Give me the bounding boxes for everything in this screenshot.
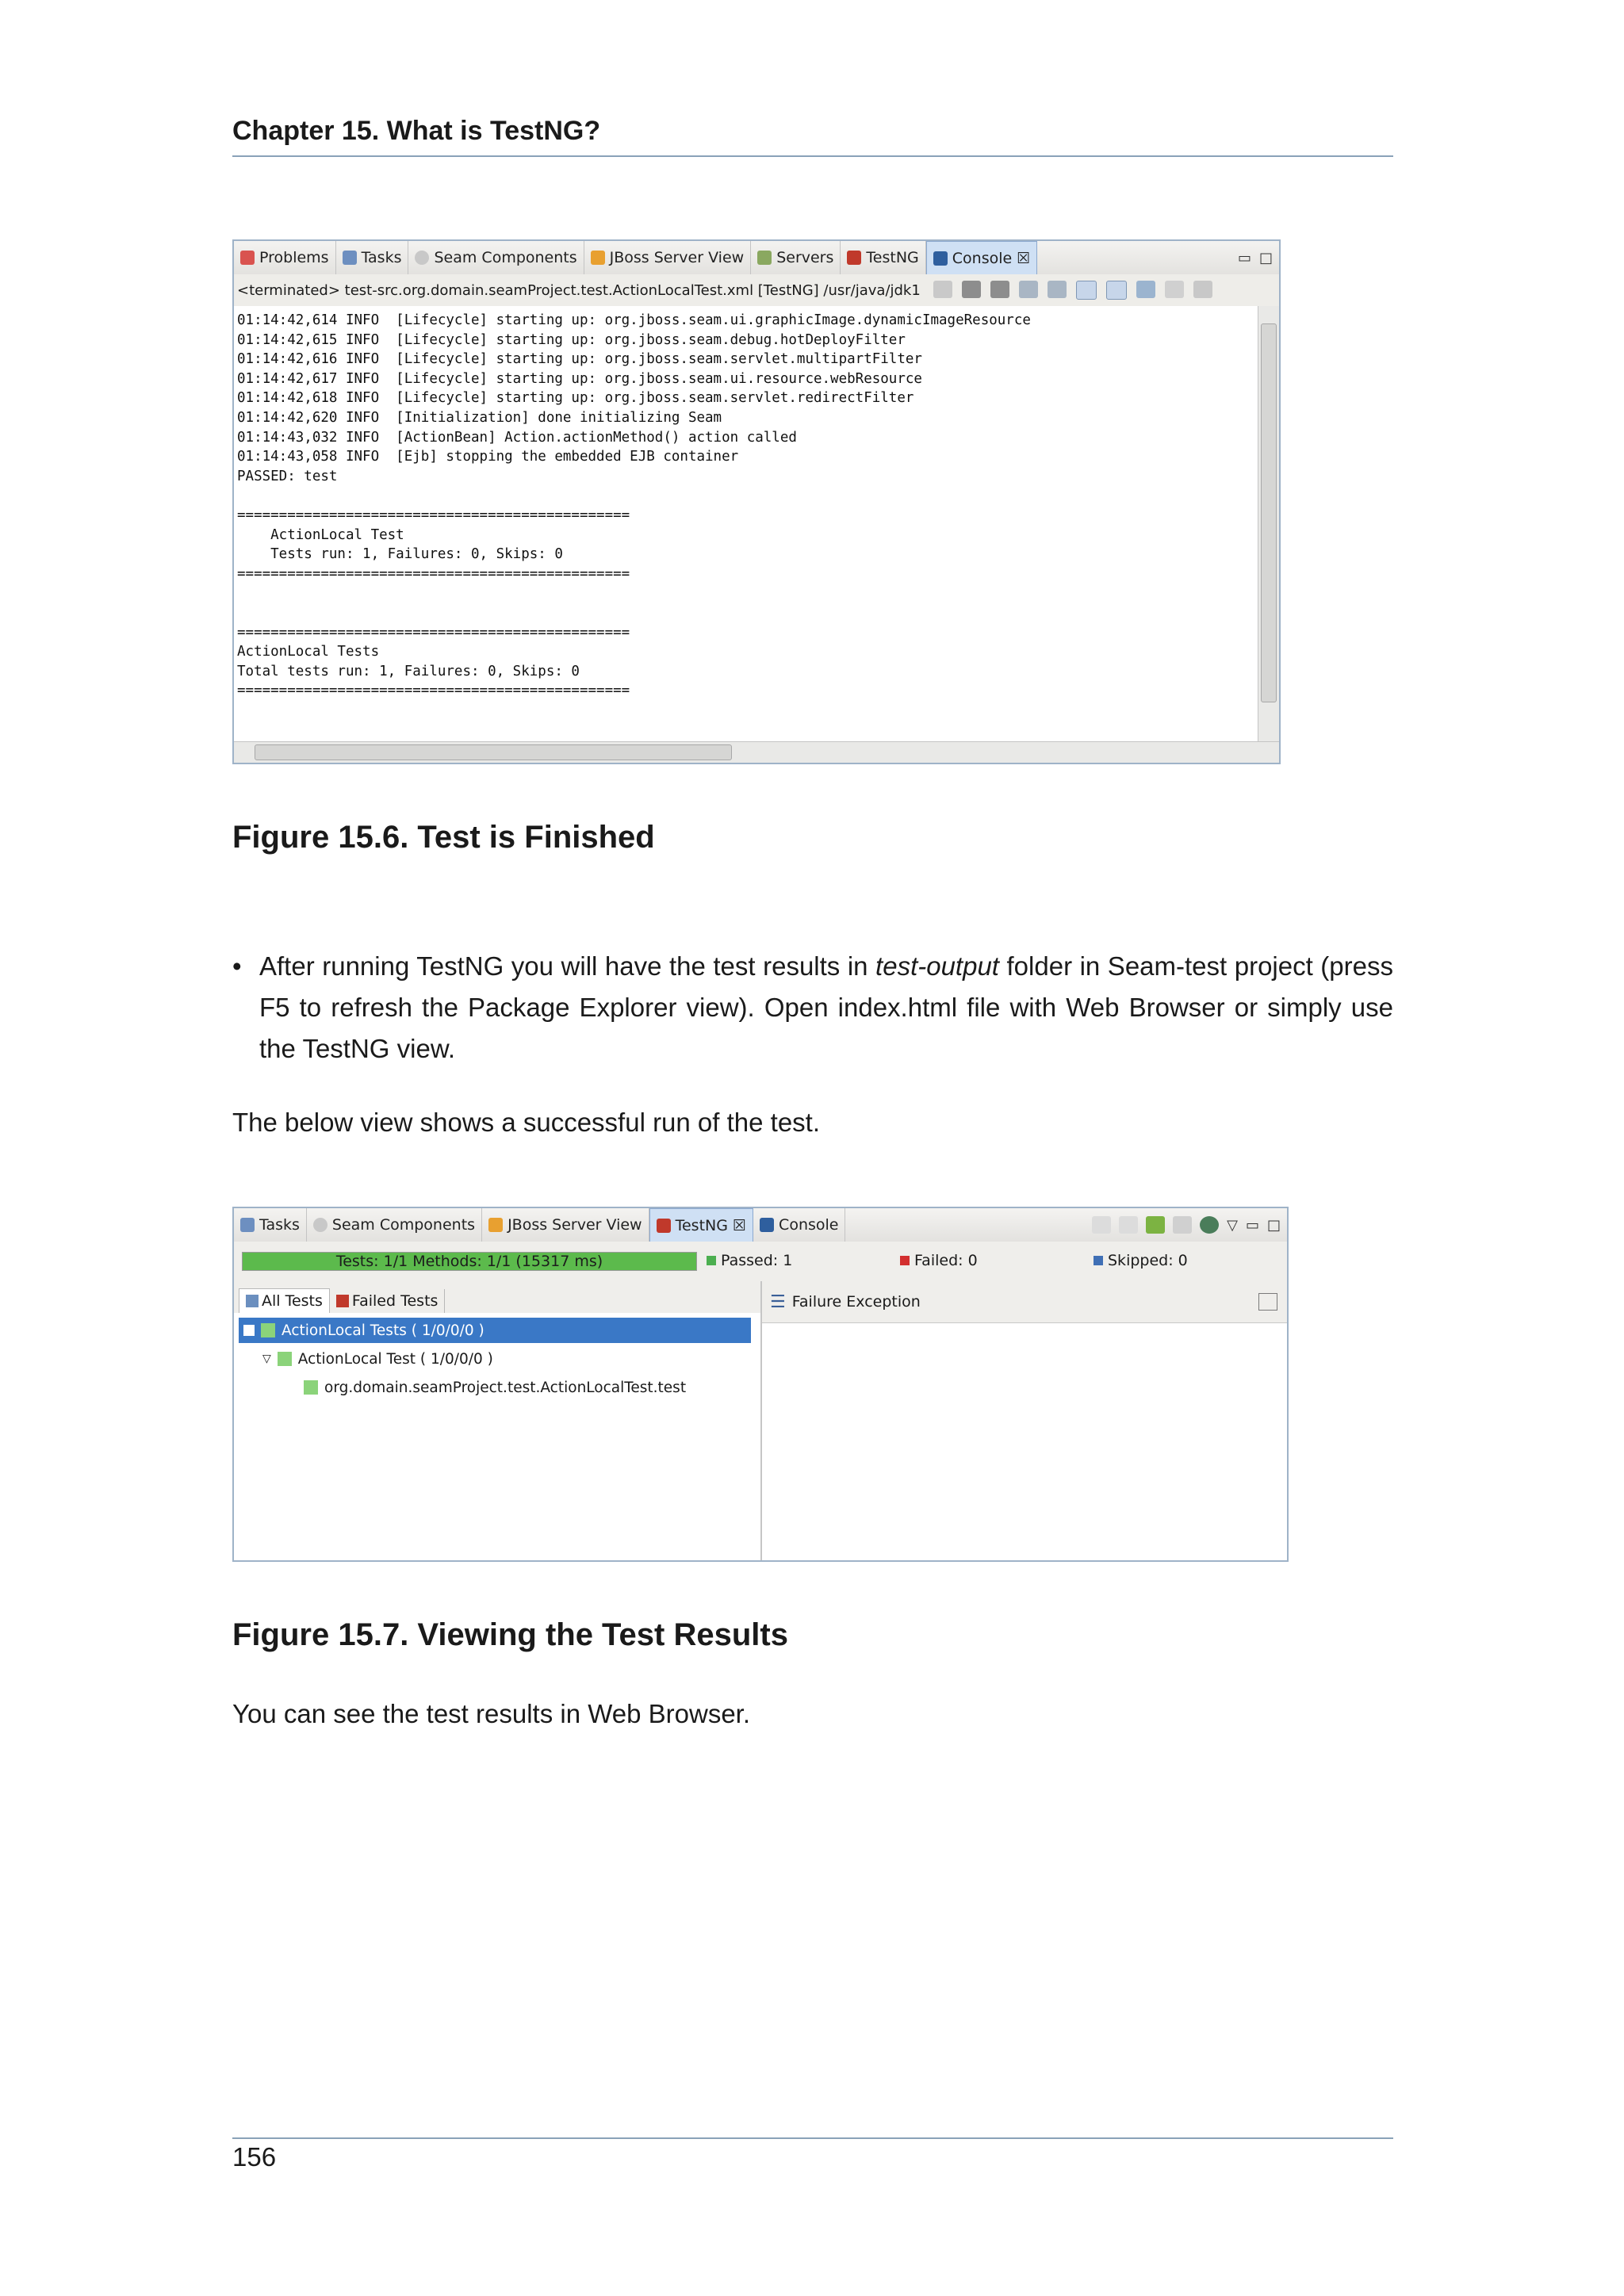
suite-icon [261,1323,275,1337]
console-line: 01:14:42,615 INFO [Lifecycle] starting up: org.jboss.seam.debug.hotDeployFilter [237,331,906,348]
failed-icon [900,1256,910,1265]
paragraph-web-browser: You can see the test results in Web Browser. [232,1699,751,1728]
scroll-lock-icon[interactable] [1048,281,1067,298]
tab-testng-2[interactable]: TestNG ☒ [649,1208,753,1242]
problems-icon [240,251,255,265]
jboss-icon [488,1218,503,1232]
testng-icon [657,1219,671,1233]
console-line: PASSED: test [237,468,338,484]
failure-header: ☰ Failure Exception [762,1281,1287,1323]
skipped-counter: Skipped: 0 [1094,1252,1188,1269]
list-icon: ☰ [770,1292,786,1312]
console-line: =============================================== [237,565,630,582]
collapse-icon[interactable] [243,1325,255,1336]
bullet-dot: • [232,951,242,981]
scroll-thumb[interactable] [1261,323,1277,702]
console-line: Total tests run: 1, Failures: 0, Skips: 0 [237,663,580,679]
console-line: 01:14:42,620 INFO [Initialization] done initializing Seam [237,409,722,426]
clear-console-icon[interactable] [1019,281,1038,298]
console-icon [760,1218,774,1232]
testng-toolbar [1092,1208,1287,1242]
console-screenshot [232,239,1281,764]
footer-rule [232,2137,1393,2139]
testng-screenshot [232,1207,1289,1562]
minimize-icon[interactable]: ▭ [1245,1216,1259,1234]
bullet-text: After running TestNG you will have the test results in test-output folder in Seam-test project (press F5 to refresh the Package Explorer view). Open index.html file with Web Browser or simply use the TestNG view. [259,951,1393,1063]
console-line: =============================================== [237,683,630,699]
rerun-icon[interactable] [1146,1216,1165,1234]
page-number: 156 [232,2142,277,2172]
tab-jboss-server-view[interactable]: JBoss Server View [584,241,752,274]
open-console-icon[interactable] [1193,281,1212,298]
console-line: =============================================== [237,624,630,641]
test-tree [234,1313,760,1560]
console-toolbar [933,281,1212,300]
terminate-icon[interactable] [933,281,952,298]
paragraph-successful-run: The below view shows a successful run of the test. [232,1108,821,1137]
console-horizontal-scrollbar[interactable] [234,741,1279,763]
failure-pane [762,1281,1287,1560]
console-line: ActionLocal Tests [237,644,380,660]
console-status-bar [234,274,1279,307]
tab-servers[interactable]: Servers [751,241,841,274]
tree-row-test[interactable]: ▽ ActionLocal Test ( 1/0/0/0 ) [262,1350,493,1368]
show-stderr-icon[interactable] [1106,281,1127,300]
console-line: 01:14:43,032 INFO [ActionBean] Action.actionMethod() action called [237,429,797,446]
display-console-icon[interactable] [1165,281,1184,298]
tab-console[interactable]: Console ☒ [926,241,1038,274]
view-tab-bar [234,241,1279,275]
pin-console-icon[interactable] [1136,281,1155,298]
remove-launch-icon[interactable] [962,281,981,298]
skipped-icon [1094,1256,1103,1265]
console-vertical-scrollbar[interactable] [1258,306,1279,742]
test-icon [278,1352,292,1366]
progress-bar [242,1252,697,1271]
tab-tasks-2[interactable]: Tasks [234,1208,307,1242]
failed-counter: Failed: 0 [900,1252,978,1269]
remove-all-icon[interactable] [990,281,1009,298]
console-line: 01:14:42,618 INFO [Lifecycle] starting up: org.jboss.seam.servlet.redirectFilter [237,390,914,407]
console-output [234,306,1258,742]
view-menu-icon[interactable]: ▽ [1227,1216,1238,1234]
failed-tests-icon [336,1295,349,1307]
console-icon [933,251,948,266]
tab-console-2[interactable]: Console [753,1208,845,1242]
tab-testng[interactable]: TestNG [841,241,925,274]
passed-icon [707,1256,716,1265]
tab-seam-components-2[interactable]: Seam Components [307,1208,482,1242]
tasks-icon [343,251,357,265]
show-stdout-icon[interactable] [1076,281,1097,300]
all-tests-icon [246,1295,259,1307]
hscroll-thumb[interactable] [255,744,732,760]
console-line: 01:14:42,616 INFO [Lifecycle] starting up: org.jboss.seam.servlet.multipartFilter [237,351,922,368]
history-icon[interactable] [1200,1216,1219,1234]
tab-jboss-server-view-2[interactable]: JBoss Server View [482,1208,649,1242]
figure-15-6-caption: Figure 15.6. Test is Finished [232,820,655,855]
console-line [237,584,1255,603]
subtab-failed-tests[interactable]: Failed Tests [330,1289,446,1313]
tasks-icon [240,1218,255,1232]
console-line: =============================================== [237,507,630,523]
tree-row-suite[interactable]: ActionLocal Tests ( 1/0/0/0 ) [239,1318,751,1343]
console-line: 01:14:42,614 INFO [Lifecycle] starting up: org.jboss.seam.ui.graphicImage.dynamicImageResource [237,312,1031,328]
next-failure-icon[interactable] [1092,1216,1111,1234]
compare-icon[interactable] [1258,1293,1277,1311]
minimize-icon[interactable]: ▭ [1237,249,1251,266]
console-line: 01:14:42,617 INFO [Lifecycle] starting up: org.jboss.seam.ui.resource.webResource [237,370,922,387]
figure-15-7-caption: Figure 15.7. Viewing the Test Results [232,1617,788,1652]
expand-arrow-icon[interactable]: ▽ [262,1353,271,1365]
console-line: ActionLocal Test [237,526,404,543]
failure-trace-area [762,1323,1287,1560]
console-line: 01:14:43,058 INFO [Ejb] stopping the embedded EJB container [237,449,739,465]
terminated-label: <terminated> test-src.org.domain.seamProject.test.ActionLocalTest.xml [TestNG] /usr/java/jdk1 [237,281,921,299]
seam-icon [313,1218,327,1232]
console-line [237,603,1255,623]
console-line [237,486,1255,506]
previous-failure-icon[interactable] [1119,1216,1138,1234]
test-output-folder: test-output [875,951,999,981]
bullet-item [232,946,1393,1070]
tree-row-method[interactable]: org.domain.seamProject.test.ActionLocalTest.test [304,1375,686,1400]
tests-pane [234,1281,762,1560]
servers-icon [757,251,772,265]
view-tab-bar-2 [234,1208,1287,1242]
progress-label: Tests: 1/1 Methods: 1/1 (15317 ms) [335,1253,603,1270]
subtab-all-tests[interactable]: All Tests [239,1288,330,1313]
tab-seam-components[interactable]: Seam Components [408,241,584,274]
tab-problems[interactable]: Problems [234,241,336,274]
rerun-failed-icon[interactable] [1173,1216,1192,1234]
method-icon [304,1380,318,1395]
seam-icon [415,251,429,265]
window-controls [1238,241,1279,274]
testng-icon [847,251,861,265]
jboss-icon [591,251,605,265]
console-line: Tests run: 1, Failures: 0, Skips: 0 [237,546,563,563]
progress-area [234,1242,1287,1281]
maximize-icon[interactable]: □ [1266,1216,1281,1234]
tab-tasks[interactable]: Tasks [336,241,409,274]
chapter-header: Chapter 15. What is TestNG? [232,116,601,146]
maximize-icon[interactable]: □ [1258,249,1273,266]
header-rule [232,155,1393,157]
passed-counter: Passed: 1 [707,1252,792,1269]
tests-subtab-bar [234,1281,760,1313]
